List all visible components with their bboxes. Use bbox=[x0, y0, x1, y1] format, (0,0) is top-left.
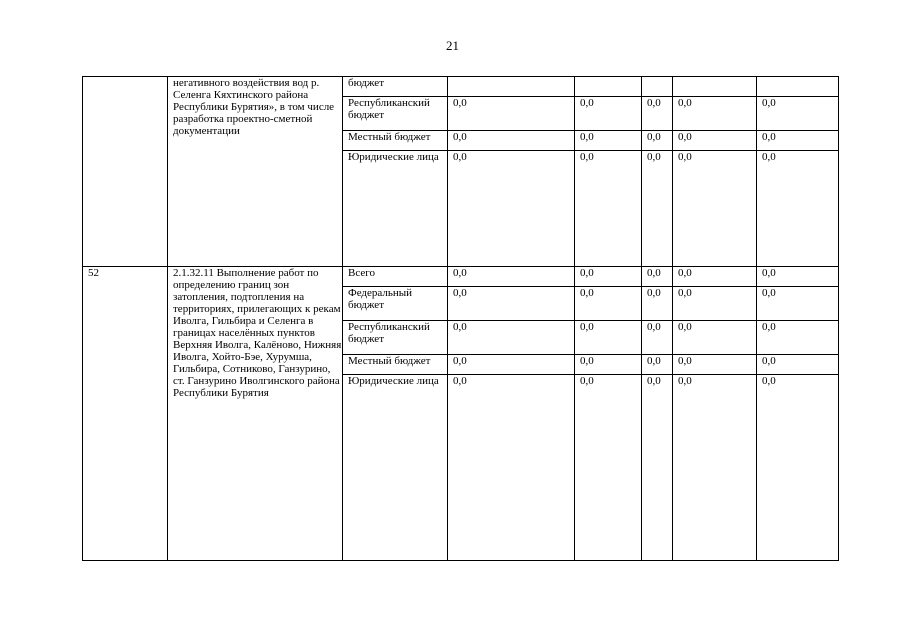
value-cell bbox=[673, 77, 757, 97]
value-cell: 0,0 bbox=[575, 131, 642, 151]
funding-source: Местный бюджет bbox=[343, 131, 448, 151]
value-cell: 0,0 bbox=[448, 375, 575, 561]
table-row bbox=[83, 77, 839, 97]
value-cell: 0,0 bbox=[642, 151, 673, 267]
value-cell: 0,0 bbox=[575, 321, 642, 355]
value-cell: 0,0 bbox=[642, 321, 673, 355]
value-cell: 0,0 bbox=[642, 97, 673, 131]
value-cell: 0,0 bbox=[448, 321, 575, 355]
value-cell: 0,0 bbox=[757, 131, 839, 151]
funding-source: Федеральный бюджет bbox=[343, 287, 448, 321]
funding-source: Всего bbox=[343, 267, 448, 287]
funding-source: Юридические лица bbox=[343, 375, 448, 561]
value-cell: 0,0 bbox=[448, 355, 575, 375]
value-cell: 0,0 bbox=[757, 375, 839, 561]
funding-source: Республиканский бюджет bbox=[343, 321, 448, 355]
value-cell: 0,0 bbox=[642, 131, 673, 151]
value-cell: 0,0 bbox=[448, 267, 575, 287]
value-cell bbox=[448, 77, 575, 97]
value-cell: 0,0 bbox=[757, 97, 839, 131]
value-cell: 0,0 bbox=[448, 131, 575, 151]
value-cell: 0,0 bbox=[642, 375, 673, 561]
value-cell bbox=[575, 77, 642, 97]
funding-source: Юридические лица bbox=[343, 151, 448, 267]
value-cell: 0,0 bbox=[642, 287, 673, 321]
value-cell: 0,0 bbox=[642, 267, 673, 287]
value-cell: 0,0 bbox=[575, 151, 642, 267]
value-cell bbox=[642, 77, 673, 97]
value-cell: 0,0 bbox=[575, 267, 642, 287]
value-cell: 0,0 bbox=[673, 131, 757, 151]
funding-source: бюджет bbox=[343, 77, 448, 97]
funding-source: Республиканский бюджет bbox=[343, 97, 448, 131]
row-number-cell: 52 bbox=[83, 267, 168, 561]
measure-description: 2.1.32.11 Выполнение работ по определению границ зон затопления, подтопления на территориях, прилегающих к рекам Иволга, Гильбира и Селенга в границах населённых пунктов Верхняя Иволга, Калёново, Нижняя Иволга, Хойто-Бэе, Хурумша, Гильбира, Сотниково, Ганзурино, ст. Ганзурино Иволгинского района Республики Бурятия bbox=[168, 267, 343, 561]
funding-source: Местный бюджет bbox=[343, 355, 448, 375]
value-cell: 0,0 bbox=[673, 321, 757, 355]
value-cell: 0,0 bbox=[757, 151, 839, 267]
value-cell: 0,0 bbox=[575, 287, 642, 321]
value-cell: 0,0 bbox=[448, 151, 575, 267]
value-cell: 0,0 bbox=[448, 97, 575, 131]
value-cell: 0,0 bbox=[673, 97, 757, 131]
budget-table bbox=[82, 76, 839, 561]
value-cell: 0,0 bbox=[673, 355, 757, 375]
value-cell: 0,0 bbox=[575, 375, 642, 561]
value-cell: 0,0 bbox=[673, 151, 757, 267]
value-cell: 0,0 bbox=[757, 321, 839, 355]
table-row bbox=[83, 267, 839, 287]
value-cell: 0,0 bbox=[673, 375, 757, 561]
page-number: 21 bbox=[446, 38, 459, 53]
value-cell: 0,0 bbox=[642, 355, 673, 375]
value-cell: 0,0 bbox=[448, 287, 575, 321]
measure-description: негативного воздействия вод р. Селенга Кяхтинского района Республики Бурятия», в том числе разработка проектно-сметной документации bbox=[168, 77, 343, 267]
value-cell: 0,0 bbox=[673, 267, 757, 287]
value-cell: 0,0 bbox=[757, 287, 839, 321]
row-number-cell bbox=[83, 77, 168, 267]
value-cell: 0,0 bbox=[757, 267, 839, 287]
value-cell: 0,0 bbox=[575, 355, 642, 375]
value-cell: 0,0 bbox=[757, 355, 839, 375]
value-cell: 0,0 bbox=[673, 287, 757, 321]
value-cell: 0,0 bbox=[575, 97, 642, 131]
value-cell bbox=[757, 77, 839, 97]
